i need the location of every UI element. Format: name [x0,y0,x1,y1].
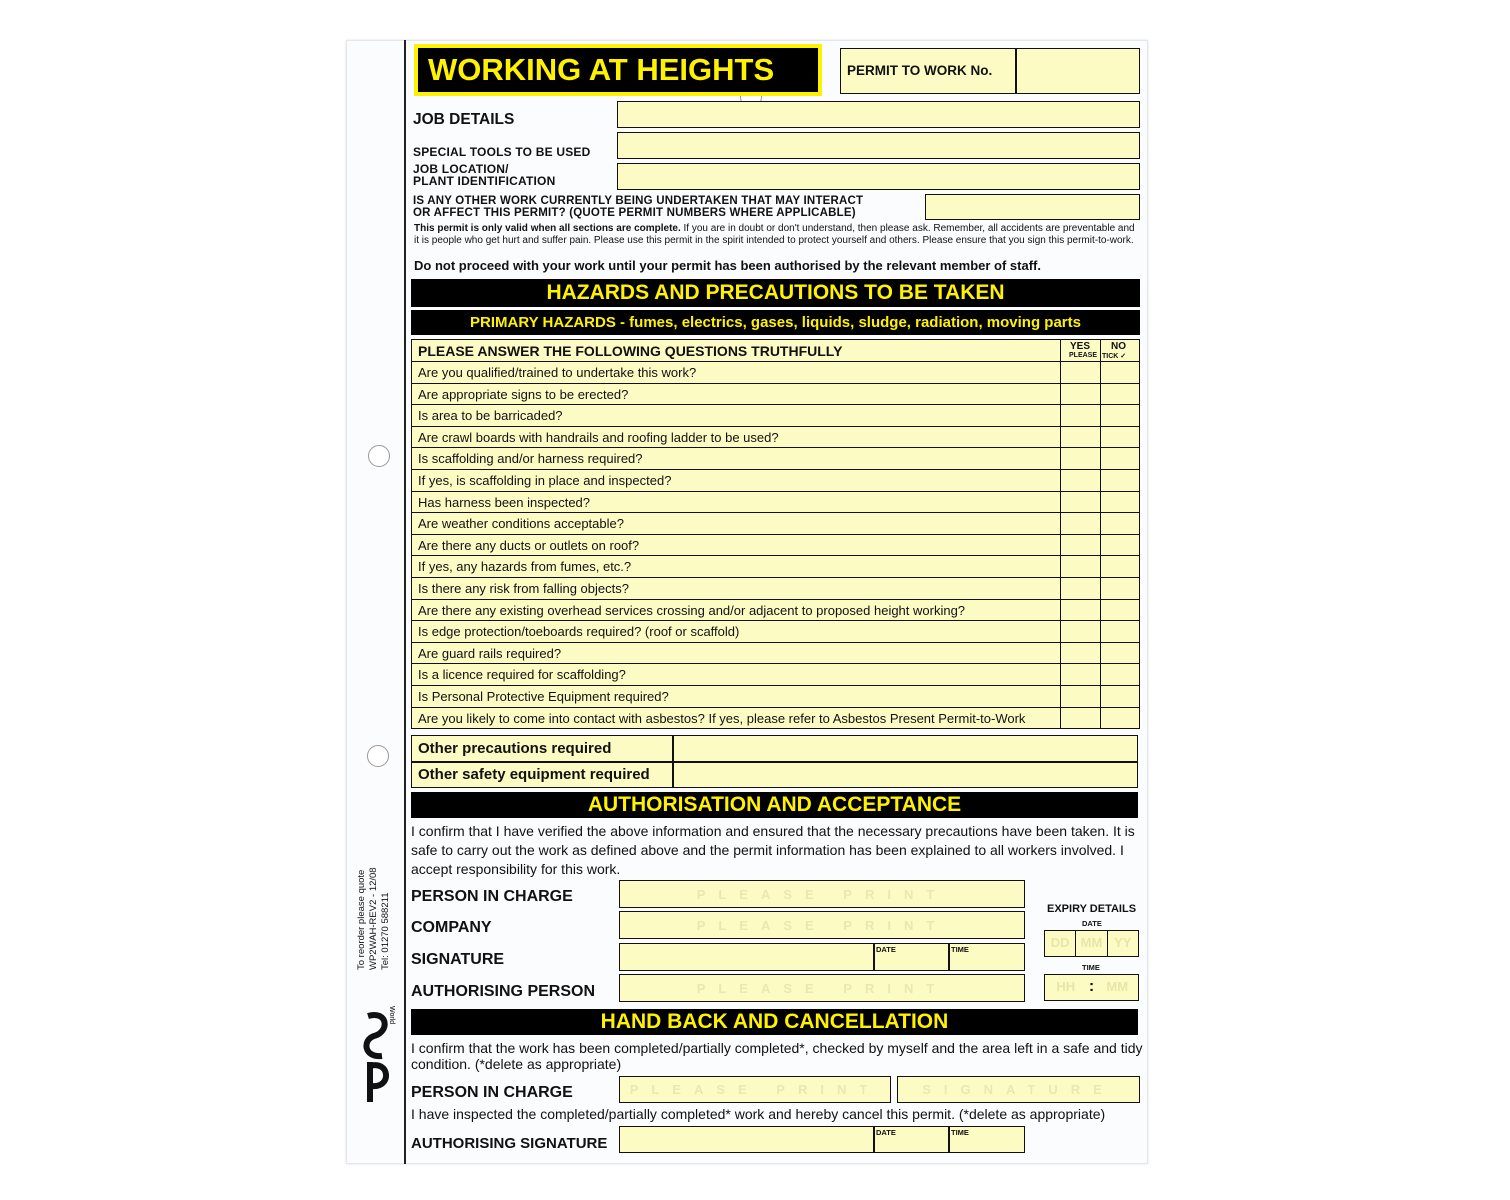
handback-heading: HAND BACK AND CANCELLATION [411,1009,1138,1035]
no-tick-box[interactable] [1101,600,1139,621]
question-text: Is area to be barricaded? [418,408,563,424]
company-label: COMPANY [411,919,492,936]
company-field[interactable] [619,911,1025,939]
expiry-date-label: DATE [1082,919,1102,928]
other-precautions-field[interactable] [674,736,1137,761]
job-location-line-2: PLANT IDENTIFICATION [413,174,556,188]
yes-tick-box[interactable] [1061,362,1100,383]
please-print-ghost: PLEASE PRINT [629,1082,881,1097]
no-tick-box[interactable] [1101,535,1139,556]
question-text: If yes, is scaffolding in place and inspected? [418,473,672,488]
please-print-ghost: PLEASE PRINT [696,886,948,902]
yes-tick-box[interactable] [1061,600,1100,621]
person-in-charge-field[interactable] [619,880,1025,908]
logo-text: World [388,1006,395,1025]
authorising-person-field[interactable] [619,974,1025,1002]
notice-warning: Do not proceed with your work until your permit has been authorised by the relevant member of staff. [414,258,1041,273]
expiry-hour: HH [1056,979,1076,994]
question-row [412,621,1139,643]
question-text: Is a licence required for scaffolding? [418,667,626,683]
yes-tick-box[interactable] [1061,578,1100,599]
job-location-label [413,163,555,187]
expiry-day: DD [1045,931,1076,956]
question-text: Are there any existing overhead services crossing and/or adjacent to proposed height working? [418,602,966,618]
hazards-heading: HAZARDS AND PRECAUTIONS TO BE TAKEN [411,279,1140,307]
reorder-info [356,867,392,970]
question-row [412,556,1139,578]
no-tick-box[interactable] [1101,556,1139,577]
question-text: Are weather conditions acceptable? [418,516,624,532]
signature-time-label: TIME [951,945,969,954]
notice-bold: This permit is only valid when all sections are complete. [414,223,681,234]
expiry-time-field[interactable] [1044,974,1139,1001]
yes-tick-box[interactable] [1061,492,1100,513]
question-row [412,427,1139,449]
question-row [412,535,1139,557]
expiry-date-field[interactable] [1044,930,1139,957]
authorising-person-label: AUTHORISING PERSON [411,983,596,1000]
other-precautions-label: Other precautions required [418,740,612,757]
permit-number-box [840,48,1140,94]
questions-header-row [412,340,1139,362]
question-text: Has harness been inspected? [418,494,591,510]
page-title: WORKING AT HEIGHTS [418,48,818,92]
question-text: Is there any risk from falling objects? [418,581,629,596]
no-tick-box[interactable] [1101,664,1139,685]
authorising-signature-label: AUTHORISING SIGNATURE [411,1135,608,1152]
handback-person-field[interactable] [619,1076,891,1103]
authorisation-text: I confirm that I have verified the above information and ensured that the necessary precautions have been taken. It is safe to carry out the work as defined above and the permit information has been explained to all workers involved. I accept responsibility for this work. [411,823,1135,877]
other-precautions-table [411,735,1138,788]
no-tick-box[interactable] [1101,362,1139,383]
other-equipment-label: Other safety equipment required [418,766,650,783]
yes-tick-box[interactable] [1061,643,1100,664]
no-tick-box[interactable] [1101,492,1139,513]
permit-notice [414,223,1140,246]
question-text: Is scaffolding and/or harness required? [418,451,643,467]
yes-tick-box[interactable] [1061,470,1100,491]
yes-tick-box[interactable] [1061,427,1100,448]
other-work-label [413,195,863,219]
yes-tick-box[interactable] [1061,513,1100,534]
job-details-field[interactable] [617,101,1140,128]
other-work-field[interactable] [925,194,1140,220]
please-tick-left: PLEASE [1069,352,1098,359]
signature-field[interactable] [619,943,1025,971]
no-tick-box[interactable] [1101,708,1139,730]
question-row [412,448,1139,470]
expiry-time-label: TIME [1082,963,1100,972]
no-column-header: NO [1111,341,1126,352]
special-tools-field[interactable] [617,132,1140,159]
other-equipment-field[interactable] [674,763,1137,787]
question-row [412,664,1139,686]
no-tick-box[interactable] [1101,686,1139,707]
yes-tick-box[interactable] [1061,556,1100,577]
no-tick-box[interactable] [1101,427,1139,448]
reorder-line-1: To reorder please quote [356,869,367,970]
please-print-ghost: PLEASE PRINT [696,917,948,933]
handback-text: I confirm that the work has been completed/partially completed*, checked by myself and the area left in a safe and tidy condition. (*delete as appropriate) [411,1040,1143,1072]
yes-tick-box[interactable] [1061,405,1100,426]
question-row [412,686,1139,708]
job-location-field[interactable] [617,163,1140,190]
yes-tick-box[interactable] [1061,664,1100,685]
handback-signature-field[interactable] [897,1076,1140,1103]
special-tools-label: SPECIAL TOOLS TO BE USED [413,145,591,159]
yes-tick-box[interactable] [1061,686,1100,707]
no-tick-box[interactable] [1101,470,1139,491]
binding-margin-line [404,40,406,1164]
handback-person-label: PERSON IN CHARGE [411,1084,573,1101]
authorising-signature-field[interactable] [619,1126,1025,1153]
please-print-ghost: PLEASE PRINT [696,980,948,996]
question-row [412,600,1139,622]
expiry-minute: MM [1106,979,1129,994]
question-row [412,492,1139,514]
yes-tick-box[interactable] [1061,708,1100,730]
sp-logo [360,996,396,1108]
please-tick-right: TICK ✓ [1102,353,1127,360]
other-work-line-1: IS ANY OTHER WORK CURRENTLY BEING UNDERTAKEN THAT MAY INTERACT [413,195,864,207]
no-tick-box[interactable] [1101,621,1139,642]
no-tick-box[interactable] [1101,405,1139,426]
yes-tick-box[interactable] [1061,448,1100,469]
other-work-line-2: OR AFFECT THIS PERMIT? (QUOTE PERMIT NUMBERS WHERE APPLICABLE) [413,207,856,219]
questions-heading: PLEASE ANSWER THE FOLLOWING QUESTIONS TRUTHFULLY [418,343,843,359]
expiry-colon: : [1088,978,1095,995]
expiry-month: MM [1076,931,1107,956]
permit-number-field[interactable] [1017,49,1139,93]
notice-text: If you are in doubt or don't understand, then please ask. Remember, all accidents are preventable and it is people who get hurt and suffer pain. Please use this permit in the spirit intended to protect yourself and others. Please ensure that you sign this permit-to-work. [414,223,1135,246]
signature-date-label: DATE [876,945,896,954]
question-row [412,405,1139,427]
yes-column-header: YES [1070,341,1091,352]
job-details-label: JOB DETAILS [413,111,515,128]
punch-hole [368,445,390,467]
question-row [412,362,1139,384]
reorder-line-2: WP2WAH-REV2 - 12/08 [368,867,379,970]
signature-label: SIGNATURE [411,951,505,968]
no-tick-box[interactable] [1101,643,1139,664]
handback-time-label: TIME [951,1128,969,1137]
question-text: Are you likely to come into contact with asbestos? If yes, please refer to Asbestos Present Permit-to-Work [418,710,1026,726]
title-frame [414,44,822,96]
question-text: Are you qualified/trained to undertake this work? [418,365,697,380]
primary-hazards: PRIMARY HAZARDS - fumes, electrics, gases, liquids, sludge, radiation, moving parts [411,310,1140,335]
question-text: Are crawl boards with handrails and roofing ladder to be used? [418,429,779,445]
inspect-text: I have inspected the completed/partially completed* work and hereby cancel this permit. (*delete as appropriate) [411,1106,1106,1122]
reorder-line-3: Tel: 01270 588211 [380,892,391,970]
yes-tick-box[interactable] [1061,535,1100,556]
punch-hole [367,745,389,767]
no-tick-box[interactable] [1101,384,1139,405]
yes-tick-box[interactable] [1061,621,1100,642]
questions-table [411,339,1140,729]
question-row [412,708,1139,730]
no-tick-box[interactable] [1101,448,1139,469]
question-row [412,470,1139,492]
question-text: Is Personal Protective Equipment required? [418,689,669,704]
no-tick-box[interactable] [1101,513,1139,534]
yes-tick-box[interactable] [1061,384,1100,405]
question-row [412,513,1139,535]
question-text: Is edge protection/toeboards required? (roof or scaffold) [418,624,740,640]
question-text: Are appropriate signs to be erected? [418,386,629,402]
expiry-year: YY [1114,935,1132,950]
person-in-charge-label: PERSON IN CHARGE [411,888,573,905]
question-text: Are there any ducts or outlets on roof? [418,537,640,553]
expiry-details-label: EXPIRY DETAILS [1047,903,1137,915]
question-text: If yes, any hazards from fumes, etc.? [418,559,632,575]
authorisation-heading: AUTHORISATION AND ACCEPTANCE [411,792,1138,818]
question-text: Are guard rails required? [418,645,562,661]
signature-ghost: SIGNATURE [922,1082,1115,1097]
permit-number-label: PERMIT TO WORK No. [847,63,993,78]
question-row [412,384,1139,406]
handback-date-label: DATE [876,1128,896,1137]
question-row [412,578,1139,600]
question-row [412,643,1139,665]
no-tick-box[interactable] [1101,578,1139,599]
job-location-line-1: JOB LOCATION/ [413,162,509,176]
